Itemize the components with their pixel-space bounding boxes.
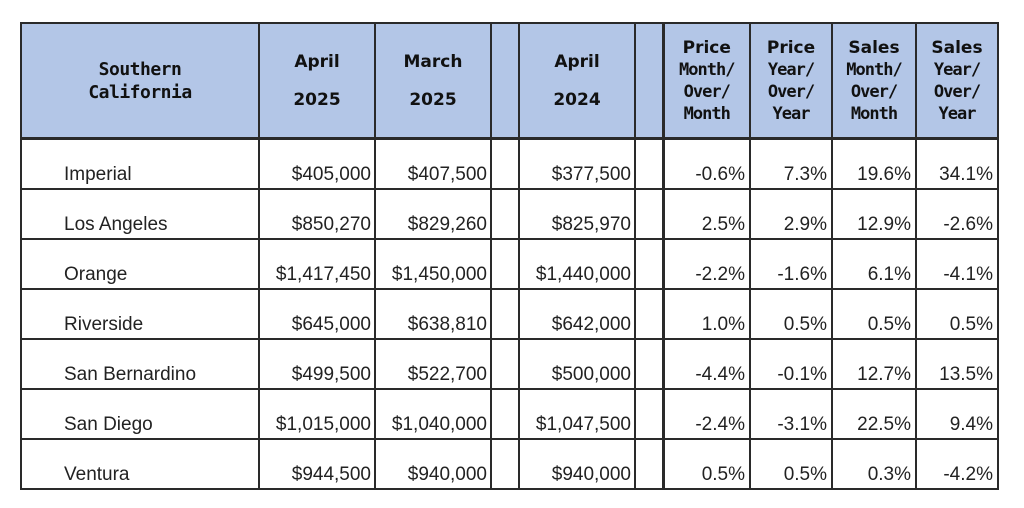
region-cell: Ventura	[21, 439, 259, 489]
sales-mom-cell: 0.5%	[832, 289, 916, 339]
region-cell: Orange	[21, 239, 259, 289]
price-march-2025-cell: $829,260	[375, 189, 491, 239]
sales-mom-cell: 12.9%	[832, 189, 916, 239]
header-col1-line1: April	[294, 51, 340, 72]
region-cell: Los Angeles	[21, 189, 259, 239]
spacer-cell	[635, 289, 663, 339]
header-row	[21, 23, 998, 139]
home-price-table	[20, 22, 999, 490]
header-region	[21, 23, 259, 139]
header-april-2025	[259, 23, 375, 139]
header-stat3-sub3: Month	[850, 103, 898, 124]
header-col3-line2: 2024	[553, 89, 601, 110]
table-row	[21, 439, 998, 489]
price-april-2024-cell: $1,047,500	[519, 389, 635, 439]
sales-mom-cell: 22.5%	[832, 389, 916, 439]
price-march-2025-cell: $1,450,000	[375, 239, 491, 289]
price-mom-cell: -2.2%	[663, 239, 750, 289]
spacer-cell	[491, 389, 519, 439]
price-mom-cell: 0.5%	[663, 439, 750, 489]
price-april-2025-cell: $499,500	[259, 339, 375, 389]
spacer-cell	[491, 289, 519, 339]
header-col2-line1: March	[403, 51, 463, 72]
spacer-cell	[491, 339, 519, 389]
price-april-2025-cell: $944,500	[259, 439, 375, 489]
sales-mom-cell: 6.1%	[832, 239, 916, 289]
spacer-cell	[491, 239, 519, 289]
header-region-line2: California	[88, 81, 192, 103]
spacer-cell	[635, 239, 663, 289]
header-stat4-top: Sales	[931, 37, 983, 58]
header-col2-line2: 2025	[409, 89, 457, 110]
price-april-2025-cell: $1,417,450	[259, 239, 375, 289]
header-stat4-sub1: Year/	[933, 59, 981, 80]
header-stat3-sub2: Over/	[850, 81, 898, 102]
header-stat1-top: Price	[682, 37, 731, 58]
header-stat2-sub1: Year/	[767, 59, 815, 80]
price-mom-cell: -2.4%	[663, 389, 750, 439]
price-april-2025-cell: $850,270	[259, 189, 375, 239]
price-yoy-cell: -3.1%	[750, 389, 832, 439]
header-stat1-sub3: Month	[683, 103, 730, 124]
price-april-2024-cell: $825,970	[519, 189, 635, 239]
header-stat2-sub2: Over/	[767, 81, 815, 102]
sales-yoy-cell: 13.5%	[916, 339, 998, 389]
spacer-cell	[635, 389, 663, 439]
table-row	[21, 189, 998, 239]
spacer-cell	[491, 139, 519, 190]
header-stat1-sub1: Month/	[679, 59, 735, 80]
table-row	[21, 389, 998, 439]
price-march-2025-cell: $522,700	[375, 339, 491, 389]
sales-yoy-cell: 9.4%	[916, 389, 998, 439]
header-stat2-top: Price	[766, 37, 816, 58]
price-mom-cell: 2.5%	[663, 189, 750, 239]
price-march-2025-cell: $407,500	[375, 139, 491, 190]
price-april-2024-cell: $642,000	[519, 289, 635, 339]
sales-mom-cell: 19.6%	[832, 139, 916, 190]
table-row	[21, 289, 998, 339]
region-cell: San Bernardino	[21, 339, 259, 389]
price-april-2024-cell: $1,440,000	[519, 239, 635, 289]
table-row	[21, 339, 998, 389]
sales-mom-cell: 0.3%	[832, 439, 916, 489]
sales-yoy-cell: 0.5%	[916, 289, 998, 339]
header-spacer-1	[491, 23, 519, 139]
price-april-2024-cell: $500,000	[519, 339, 635, 389]
price-march-2025-cell: $1,040,000	[375, 389, 491, 439]
table-row	[21, 239, 998, 289]
price-yoy-cell: 0.5%	[750, 289, 832, 339]
spacer-cell	[635, 139, 663, 190]
sales-mom-cell: 12.7%	[832, 339, 916, 389]
price-mom-cell: -4.4%	[663, 339, 750, 389]
header-col1-line2: 2025	[293, 89, 341, 110]
header-region-line1: Southern	[98, 58, 182, 80]
price-yoy-cell: -0.1%	[750, 339, 832, 389]
header-spacer-2	[635, 23, 663, 139]
header-stat2-sub3: Year	[772, 103, 810, 124]
header-stat4-sub2: Over/	[933, 81, 981, 102]
spacer-cell	[635, 339, 663, 389]
spacer-cell	[491, 439, 519, 489]
header-stat4-sub3: Year	[938, 103, 976, 124]
price-march-2025-cell: $940,000	[375, 439, 491, 489]
header-stat1-sub2: Over/	[683, 81, 730, 102]
price-yoy-cell: 2.9%	[750, 189, 832, 239]
header-stat3-sub1: Month/	[846, 59, 902, 80]
spacer-cell	[635, 189, 663, 239]
price-yoy-cell: 0.5%	[750, 439, 832, 489]
price-march-2025-cell: $638,810	[375, 289, 491, 339]
table-row	[21, 139, 998, 190]
region-cell: Imperial	[21, 139, 259, 190]
sales-yoy-cell: -4.2%	[916, 439, 998, 489]
sales-yoy-cell: -4.1%	[916, 239, 998, 289]
price-yoy-cell: -1.6%	[750, 239, 832, 289]
header-sales-yoy	[916, 23, 998, 139]
region-cell: Riverside	[21, 289, 259, 339]
header-col3-line1: April	[554, 51, 600, 72]
header-march-2025	[375, 23, 491, 139]
price-april-2025-cell: $1,015,000	[259, 389, 375, 439]
sales-yoy-cell: 34.1%	[916, 139, 998, 190]
price-april-2024-cell: $940,000	[519, 439, 635, 489]
spacer-cell	[491, 189, 519, 239]
price-yoy-cell: 7.3%	[750, 139, 832, 190]
header-april-2024	[519, 23, 635, 139]
price-mom-cell: 1.0%	[663, 289, 750, 339]
header-sales-mom	[832, 23, 916, 139]
price-mom-cell: -0.6%	[663, 139, 750, 190]
sales-yoy-cell: -2.6%	[916, 189, 998, 239]
price-april-2025-cell: $645,000	[259, 289, 375, 339]
spacer-cell	[635, 439, 663, 489]
price-april-2024-cell: $377,500	[519, 139, 635, 190]
header-price-yoy	[750, 23, 832, 139]
header-stat3-top: Sales	[848, 37, 900, 58]
region-cell: San Diego	[21, 389, 259, 439]
header-price-mom	[663, 23, 750, 139]
price-april-2025-cell: $405,000	[259, 139, 375, 190]
